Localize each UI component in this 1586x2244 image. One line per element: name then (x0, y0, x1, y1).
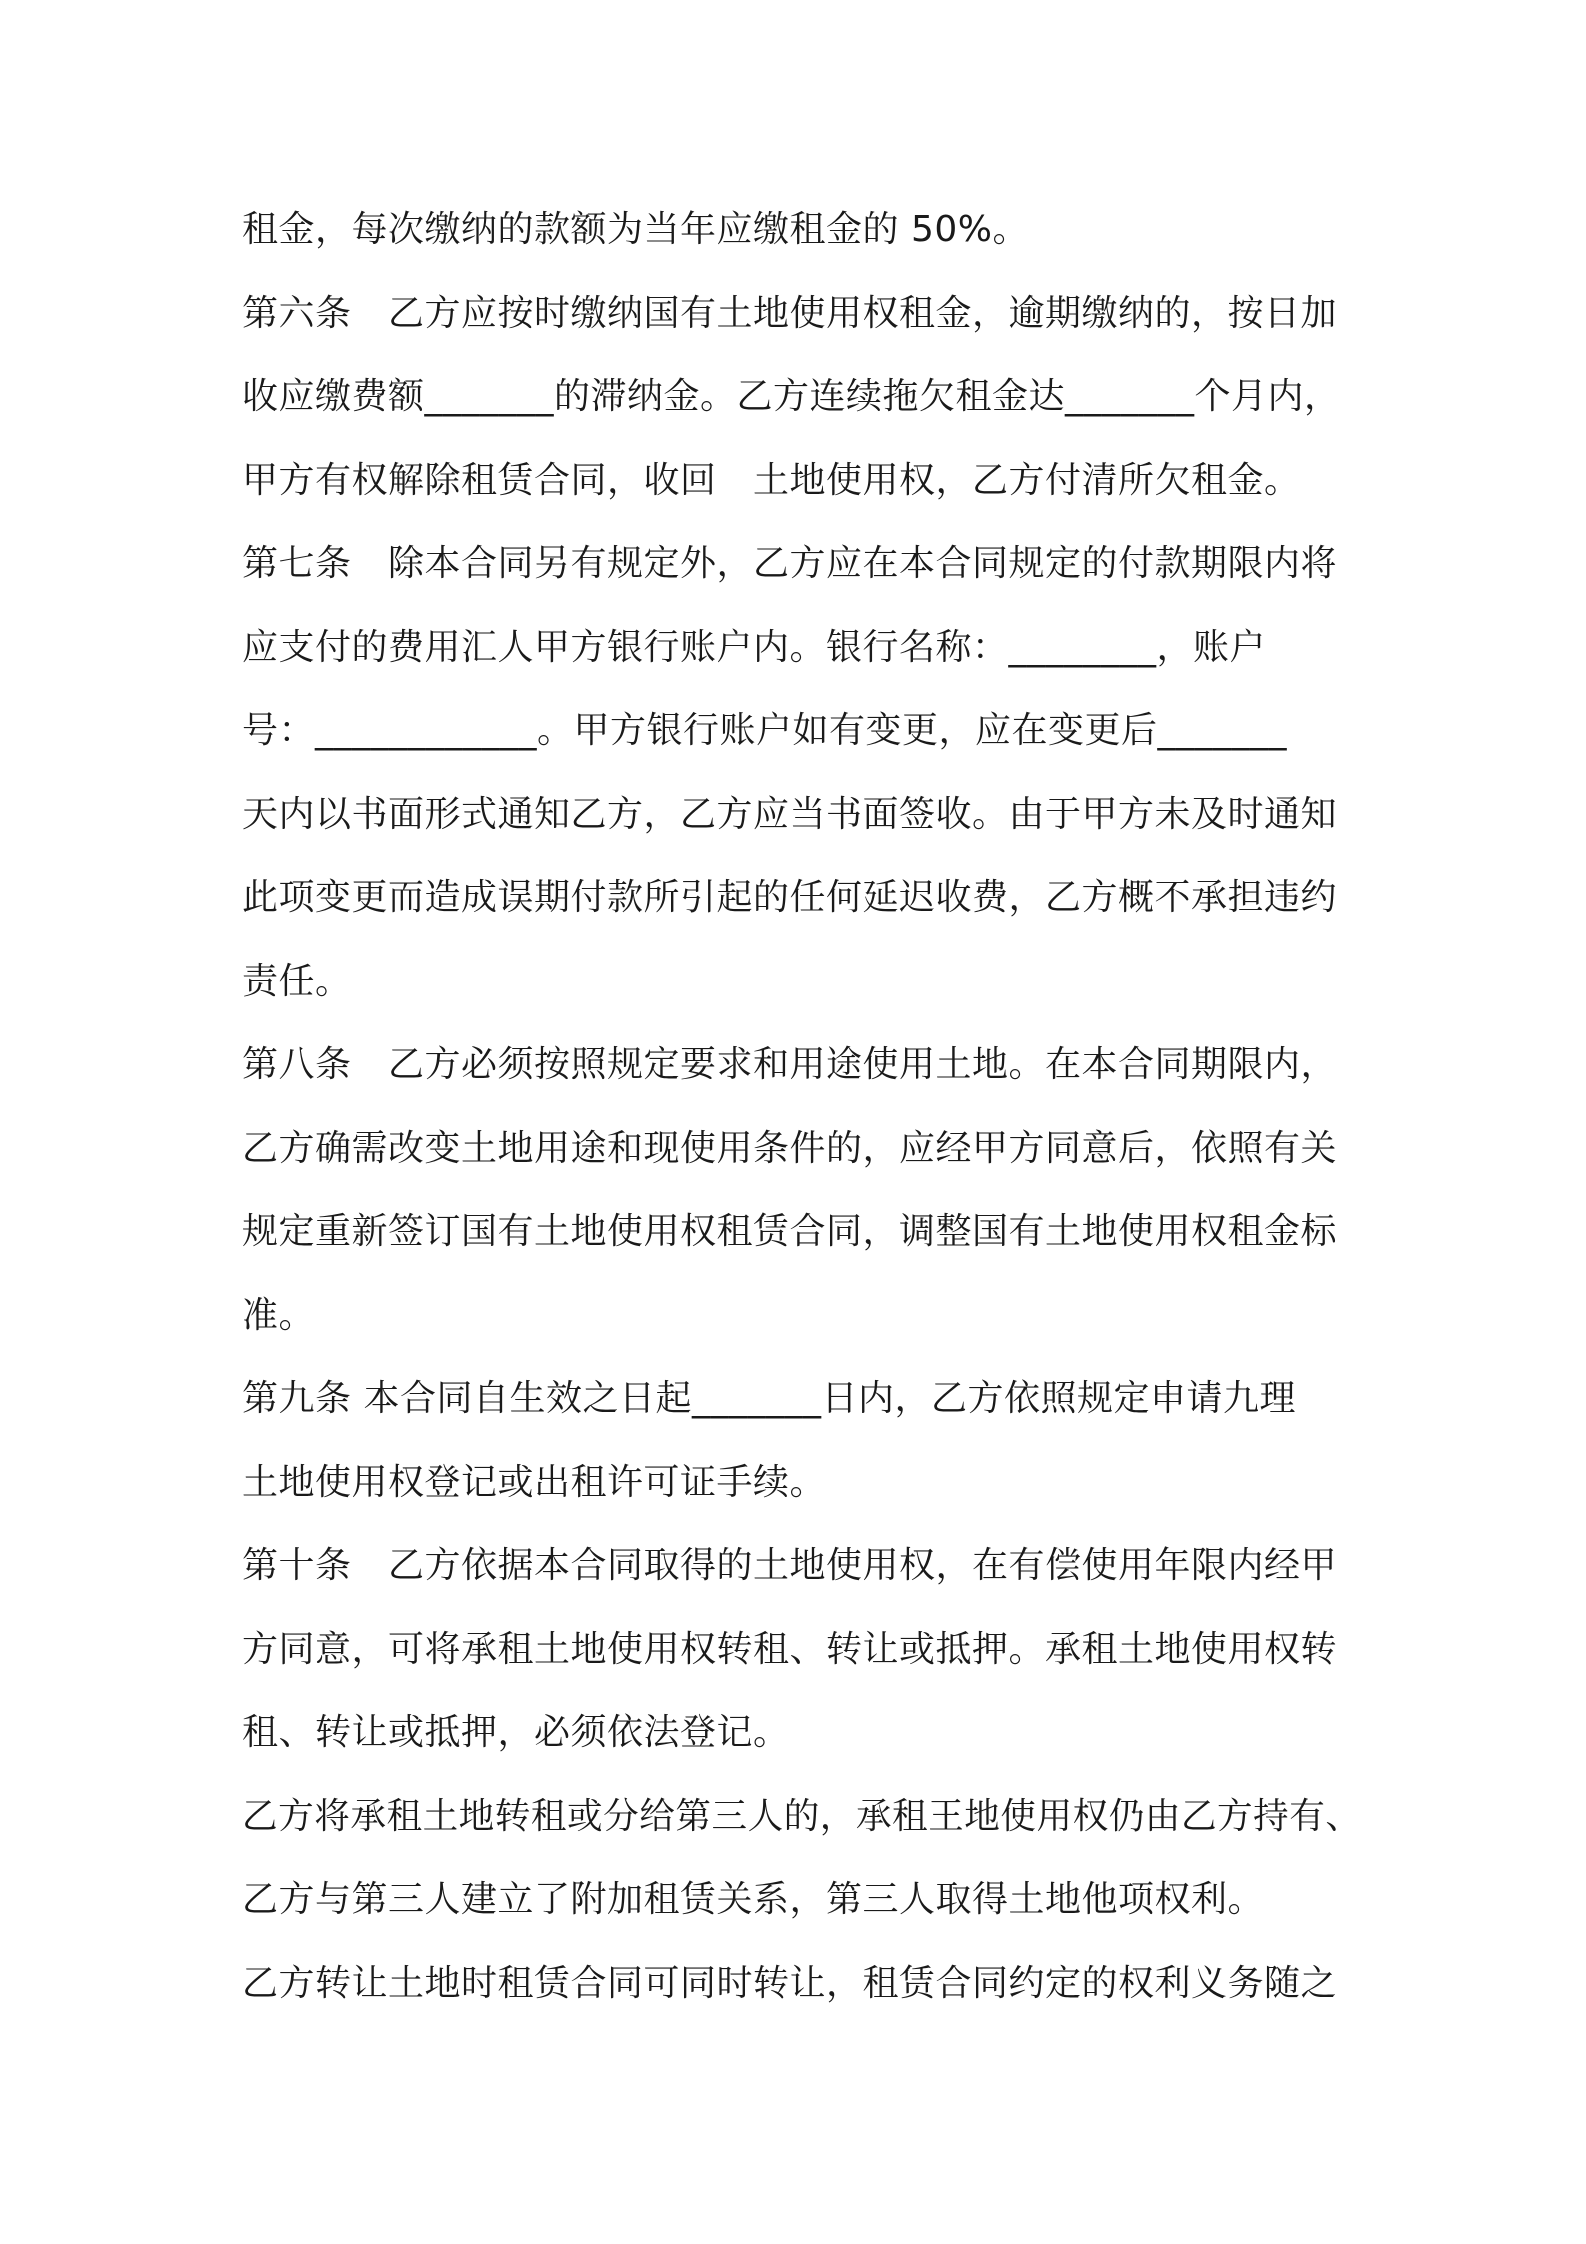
text-line: 甲方有权解除租赁合同，收回 土地使用权，乙方付清所欠租金。 (242, 459, 1301, 501)
text-line: 第八条 乙方必须按照规定要求和用途使用土地。在本合同期限内， (242, 1044, 1338, 1085)
text-line: 责任。 (242, 960, 352, 1002)
text-line: 第六条 乙方应按时缴纳国有土地使用权租金，逾期缴纳的，按日加 (242, 292, 1338, 334)
document-body (242, 200, 1362, 2037)
text-line: 乙方转让土地时租赁合同可同时转让，租赁合同约定的权利义务随之 (242, 1962, 1338, 2004)
text-line: 此项变更而造成误期付款所引起的任何延迟收费，乙方概不承担违约 (242, 877, 1338, 918)
text-line: 准。 (242, 1294, 316, 1336)
text-line: 第九条 本合同自生效之日起_______日内，乙方依照规定申请九理 (242, 1378, 1296, 1419)
text-line: 土地使用权登记或出租许可证手续。 (242, 1461, 827, 1503)
text-line: 天内以书面形式通知乙方，乙方应当书面签收。由于甲方未及时通知 (242, 793, 1338, 835)
text-line: 收应缴费额_______的滞纳金。乙方连续拖欠租金达_______个月内， (242, 376, 1341, 417)
text-line: 号：____________。甲方银行账户如有变更，应在变更后_______ (242, 710, 1288, 751)
text-line: 第七条 除本合同另有规定外，乙方应在本合同规定的付款期限内将 (242, 543, 1338, 584)
text-line: 第十条 乙方依据本合同取得的土地使用权，在有偿使用年限内经甲 (242, 1545, 1338, 1586)
text-line: 租金，每次缴纳的款额为当年应缴租金的 50%。 (242, 209, 1029, 250)
text-line: 应支付的费用汇人甲方银行账户内。银行名称：________，账户 (242, 626, 1267, 668)
text-line: 规定重新签订国有土地使用权租赁合同，调整国有土地使用权租金标 (242, 1211, 1338, 1252)
text-line: 乙方确需改变土地用途和现使用条件的，应经甲方同意后，依照有关 (242, 1127, 1338, 1169)
text-line: 乙方将承租土地转租或分给第三人的，承租王地使用权仍由乙方持有、 (242, 1795, 1362, 1837)
text-line: 方同意，可将承租土地使用权转租、转让或抵押。承租土地使用权转 (242, 1628, 1338, 1670)
text-line: 租、转让或抵押，必须依法登记。 (242, 1712, 790, 1753)
text-line: 乙方与第三人建立了附加租赁关系，第三人取得土地他项权利。 (242, 1879, 1265, 1920)
